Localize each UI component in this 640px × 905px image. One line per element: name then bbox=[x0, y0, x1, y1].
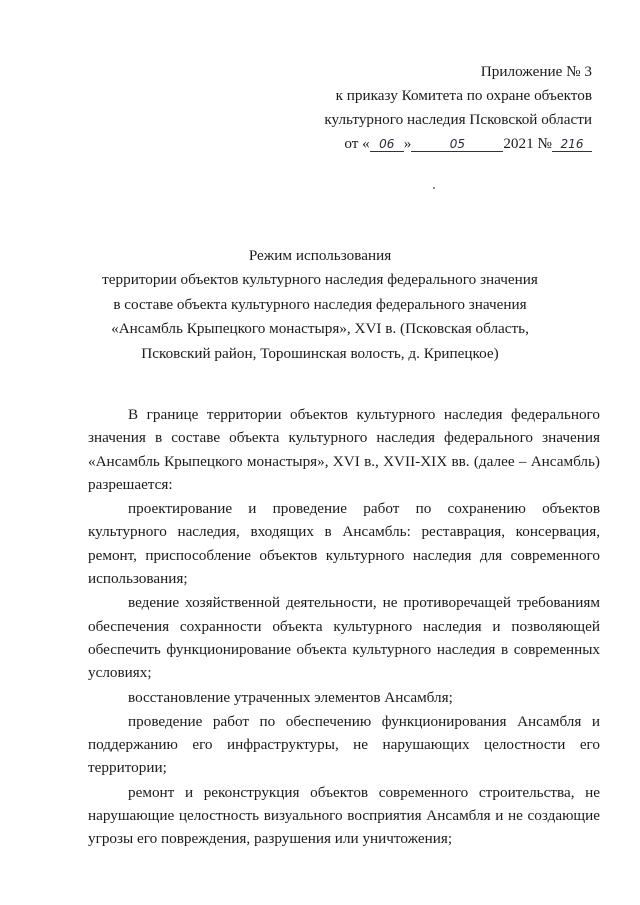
body-paragraph: проектирование и проведение работ по сохранению объектов культурного наследия, входящих в Ансамбль: реставрация, консервация, ремонт, приспособление объектов культурного наследия для современного использования; bbox=[88, 500, 600, 588]
title-line: территории объектов культурного наследия федерального значения bbox=[102, 271, 538, 289]
appendix-order-ref: к приказу Комитета по охране объектов bbox=[335, 87, 592, 104]
body-paragraph: восстановление утраченных элементов Ансамбля; bbox=[128, 688, 453, 706]
appendix-committee: культурного наследия Псковской области bbox=[324, 111, 592, 128]
appendix-header bbox=[292, 60, 592, 156]
document-body bbox=[88, 403, 600, 851]
date-prefix: от « bbox=[344, 135, 370, 152]
order-number-handwritten: 216 bbox=[552, 137, 592, 152]
scan-speck bbox=[433, 187, 435, 189]
date-year: 2021 № bbox=[503, 135, 552, 152]
title-line: «Ансамбль Крыпецкого монастыря», XVI в. (Псковская область, bbox=[111, 320, 529, 338]
appendix-number: Приложение № 3 bbox=[480, 63, 592, 80]
title-line: в составе объекта культурного наследия федерального значения bbox=[113, 295, 527, 313]
date-mid: » bbox=[403, 135, 412, 152]
title-line: Режим использования bbox=[248, 247, 392, 264]
body-paragraph: проведение работ по обеспечению функционирования Ансамбля и поддержанию его инфраструктуры, не нарушающих целостности его территории; bbox=[88, 712, 600, 777]
date-day-handwritten: 06 bbox=[370, 137, 404, 152]
body-paragraph: ведение хозяйственной деятельности, не противоречащей требованиям обеспечения сохранности объекта культурного наследия и позволяющей обеспечить функционирование объекта культурного наследия в современных условиях; bbox=[88, 594, 600, 682]
date-month-handwritten: 05 bbox=[411, 137, 503, 152]
appendix-date-line bbox=[292, 132, 592, 156]
body-paragraph: ремонт и реконструкция объектов современного строительства, не нарушающие целостность визуального восприятия Ансамбля и не создающие угрозы его повреждения, разрушения или уничтожения; bbox=[88, 783, 600, 848]
document-title bbox=[60, 244, 580, 366]
title-line: Псковский район, Торошинская волость, д. Крипецкое) bbox=[141, 344, 499, 362]
body-paragraph: В границе территории объектов культурного наследия федерального значения в составе объекта культурного наследия федерального значения «Ансамбль Крыпецкого монастыря», XVI в., XVII-XIX вв. (далее – Ансамбль) разрешается: bbox=[88, 406, 600, 493]
